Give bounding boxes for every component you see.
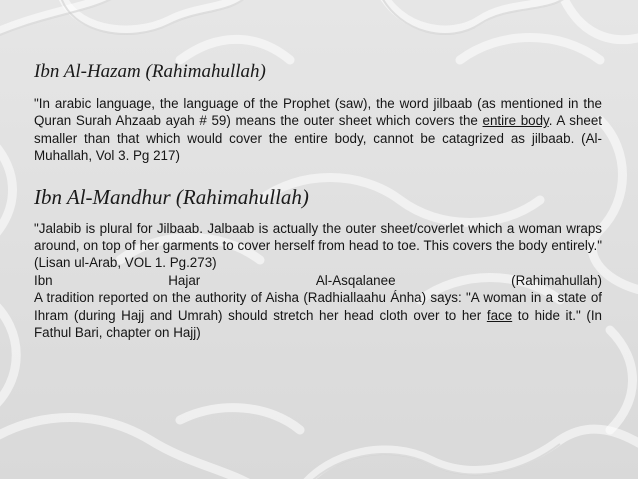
slide-content — [34, 60, 602, 341]
name-word: Ibn — [34, 272, 53, 288]
name-word: (Rahimahullah) — [511, 272, 602, 288]
underlined-entire-body: entire body — [482, 113, 549, 129]
heading-ibn-al-mandhur: Ibn Al-Mandhur (Rahimahullah) — [34, 184, 309, 209]
quote-text-part: to hide it." (In Fathul Bari, chapter on Hajj) — [34, 307, 602, 341]
quote-text-part: A tradition reported on the authority of Aisha (Radhiallaahu Ánha) says: "A woman in a state of Ihram (during Hajj and Umrah) should stretch her head cloth over to her — [34, 290, 602, 323]
quote-text-part: "In arabic language, the language of the Prophet (saw), the word jilbaab (as mentioned in the Quran Surah Ahzaab ayah # 59) means the outer sheet which covers the — [34, 96, 602, 129]
quote-ibn-al-hazam — [34, 95, 602, 165]
quote-ibn-hajar — [34, 289, 602, 341]
name-word: Hajar — [168, 272, 201, 288]
quote-text-part: . A sheet smaller than that which would cover the entire body, cannot be catagrized as jilbaab. (Al-Muhallah, Vol 3. Pg 217) — [34, 113, 603, 164]
quote-ibn-al-mandhur: "Jalabib is plural for Jilbaab. Jalbaab is actually the outer sheet/coverlet which a woman wraps around, on top of her garments to cover herself from head to toe. This covers the body entirely." (Lisan ul-Arab, VOL 1. Pg.273) — [34, 220, 602, 271]
underlined-face: face — [486, 307, 513, 323]
heading-ibn-al-hazam: Ibn Al-Hazam (Rahimahullah) — [34, 61, 266, 82]
name-word: Al-Asqalanee — [315, 272, 396, 288]
name-ibn-hajar — [34, 272, 602, 289]
